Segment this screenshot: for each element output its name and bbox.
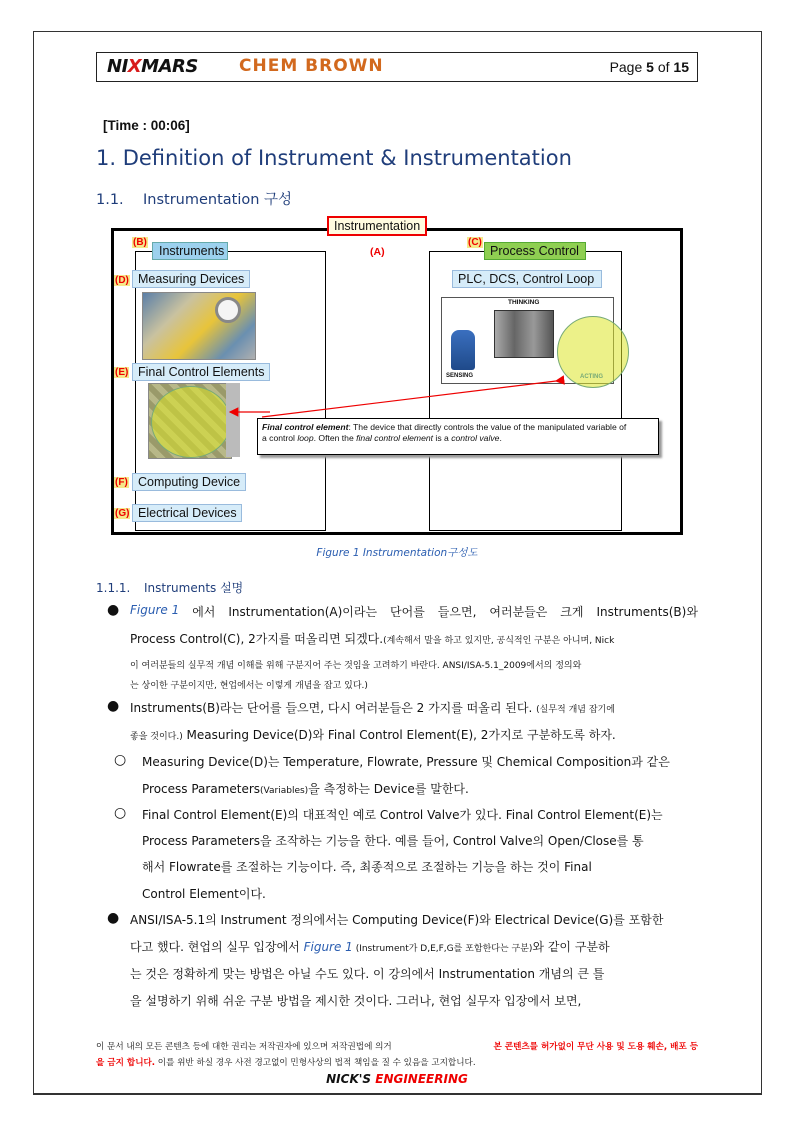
figure-caption: Figure 1 Instrumentation구성도 xyxy=(316,547,478,559)
bullet-dot: ● xyxy=(107,602,120,618)
p1-line2: Process Control(C), 2가지를 떠올리면 되겠다.(계속해서 말을 하고 있지만, 공식적인 구분은 아니며, Nick xyxy=(130,632,615,646)
highlight-circle xyxy=(151,386,231,458)
tag-a: (A) xyxy=(370,246,385,258)
bullet-dot: ● xyxy=(107,910,120,926)
bullet-circle: ○ xyxy=(114,805,127,821)
p2-line1: Instruments(B)라는 단어를 들으면, 다시 여러분들은 2 가지를 떠올리 된다. (실무적 개념 잡기에 xyxy=(130,701,615,715)
thinking-label: THINKING xyxy=(508,299,540,306)
tag-d: (D) xyxy=(115,275,129,286)
measuring-device-photo xyxy=(142,292,256,360)
p3-line4: 을 설명하기 위해 쉬운 구분 방법을 제시한 것이다. 그러나, 현업 실무자 입장에서 보면, xyxy=(130,994,582,1008)
subsection-heading: 1.1.1. Instruments 설명 xyxy=(96,581,244,595)
tag-f: (F) xyxy=(115,477,128,488)
s1-line2: Process Parameters(Variables)을 측정하는 Device를 말한다. xyxy=(142,782,469,796)
section-heading: 1.1. Instrumentation 구성 xyxy=(96,192,293,208)
tag-g: (G) xyxy=(115,508,130,519)
label-instruments: Instruments xyxy=(152,242,228,260)
plc-unit-icon xyxy=(494,310,554,358)
s2-line3: 해서 Flowrate를 조절하는 기능이다. 즉, 최종적으로 조절하는 기능을 하는 것이 Final xyxy=(142,860,592,874)
process-control-panel xyxy=(429,251,622,531)
control-valve-photo-edge xyxy=(226,383,240,457)
footer-brand: NICK'S ENGINEERING xyxy=(326,1072,468,1086)
tag-c: (C) xyxy=(468,237,482,248)
transmitter-icon xyxy=(451,330,475,370)
s2-line1: Final Control Element(E)의 대표적인 예로 Control Valve가 있다. Final Control Element(E)는 xyxy=(142,808,663,822)
tag-b: (B) xyxy=(133,237,147,248)
time-label: [Time : 00:06] xyxy=(103,118,190,133)
chem-brown-logo: CHEM BROWN xyxy=(239,56,384,76)
s2-line4: Control Element이다. xyxy=(142,887,266,901)
p1-line1: Figure 1 에서 Instrumentation(A)이라는 단어를 들으면, 여러분들은 크게 Instruments(B)와 xyxy=(130,603,698,619)
label-computing-device: Computing Device xyxy=(132,473,246,491)
label-plc-dcs: PLC, DCS, Control Loop xyxy=(452,270,602,288)
bullet-dot: ● xyxy=(107,698,120,714)
copyright-notice-line1: 이 문서 내의 모든 콘텐츠 등에 대한 권리는 저작권자에 있으며 저작권법에 의거 본 콘텐츠를 허가없이 무단 사용 및 도용 훼손, 배포 등 xyxy=(96,1042,698,1052)
tag-e: (E) xyxy=(115,367,129,378)
p3-line3: 는 것은 정확하게 맞는 방법은 아닐 수도 있다. 이 강의에서 Instrumentation 개념의 큰 틀 xyxy=(130,967,605,981)
p3-line1: ANSI/ISA-5.1의 Instrument 정의에서는 Computing Device(F)와 Electrical Device(G)를 포함한 xyxy=(130,913,664,927)
label-instrumentation: Instrumentation xyxy=(327,216,427,236)
s1-line1: Measuring Device(D)는 Temperature, Flowrate, Pressure 및 Chemical Composition과 같은 xyxy=(142,755,670,769)
label-electrical-devices: Electrical Devices xyxy=(132,504,242,522)
page-number: Page 5 of 15 xyxy=(609,59,689,75)
sensing-label: SENSING xyxy=(446,373,474,379)
label-process-control: Process Control xyxy=(484,242,586,260)
copyright-notice-line2: 을 금지 합니다. 이를 위반 하실 경우 사전 경고없이 민형사상의 법적 책임을 질 수 있음을 고지합니다. xyxy=(96,1058,476,1068)
label-final-control-elements: Final Control Elements xyxy=(132,363,270,381)
definition-callout: Final control element: The device that directly controls the value of the manipulated variable of a control loop. Often the final control element is a control valve. xyxy=(257,418,659,455)
control-valve-photo xyxy=(148,383,232,459)
bullet-circle: ○ xyxy=(114,752,127,768)
s2-line2: Process Parameters을 조작하는 기능을 한다. 예를 들어, Control Valve의 Open/Close를 통 xyxy=(142,834,644,848)
p1-line3: 이 여러분들의 실무적 개념 이해를 위해 구분지어 주는 것임을 고려하기 바란다. ANSI/ISA-5.1_2009에서의 정의와 xyxy=(130,661,582,671)
pressure-gauge-icon xyxy=(215,297,241,323)
nixmars-logo: NIXMARS xyxy=(107,56,198,77)
p2-line2: 좋을 것이다.) Measuring Device(D)와 Final Control Element(E), 2가지로 구분하도록 하자. xyxy=(130,728,616,742)
p1-line4: 는 상이한 구분이지만, 현업에서는 이렇게 개념을 잡고 있다.) xyxy=(130,681,368,691)
p3-line2: 다고 했다. 현업의 실무 입장에서 Figure 1 (Instrument가 D,E,F,G를 포함한다는 구분)와 같이 구분하 xyxy=(130,940,610,954)
page-header xyxy=(96,52,698,82)
page-title: 1. Definition of Instrument & Instrumentation xyxy=(96,146,572,170)
acting-label: ACTING xyxy=(580,374,603,380)
label-measuring-devices: Measuring Devices xyxy=(132,270,250,288)
page-bottom-line xyxy=(33,1093,762,1094)
